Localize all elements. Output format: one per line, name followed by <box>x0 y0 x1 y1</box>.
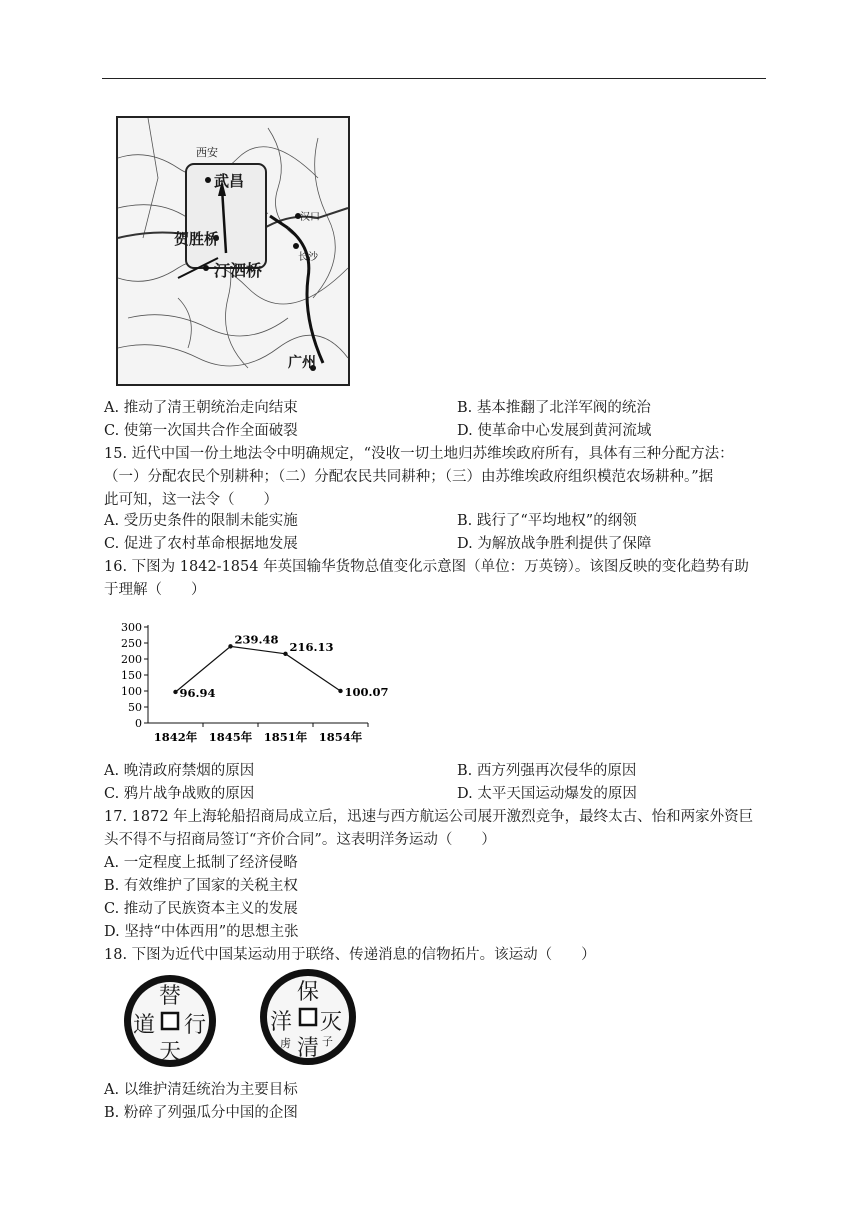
coin-rubbing-1 <box>122 973 218 1069</box>
chart-data-point <box>173 690 177 694</box>
coin-1-left-char: 道 <box>133 1013 156 1038</box>
q17-option-d[interactable]: D. 坚持“中体西用”的思想主张 <box>104 924 299 940</box>
q16-stem-line2: 于理解（ ） <box>104 582 206 598</box>
export-value-line-chart <box>112 615 389 745</box>
chart-x-tick-label: 1842年 <box>153 730 198 744</box>
northern-expedition-map <box>116 116 350 386</box>
q18-option-a[interactable]: A. 以维护清廷统治为主要目标 <box>104 1082 298 1098</box>
chart-y-tick-label: 300 <box>121 621 142 634</box>
map-label-wuchang: 武昌 <box>214 172 245 190</box>
chart-y-tick-label: 150 <box>121 669 142 682</box>
q17-stem-line1: 17. 1872 年上海轮船招商局成立后，迅速与西方航运公司展开激烈竞争，最终太古、怡和两家外资巨 <box>104 809 754 825</box>
q14-option-c[interactable]: C. 使第一次国共合作全面破裂 <box>104 423 298 439</box>
chart-x-tick-label: 1845年 <box>208 730 253 744</box>
q15-stem-line3: 此可知，这一法令（ ） <box>104 492 278 508</box>
map-label-hesheng: 贺胜桥 <box>174 230 220 248</box>
q14-option-d[interactable]: D. 使革命中心发展到黄河流域 <box>457 423 652 439</box>
q14-option-a[interactable]: A. 推动了清王朝统治走向结束 <box>104 400 298 416</box>
map-label-xian: 西安 <box>196 146 218 159</box>
chart-x-tick-label: 1854年 <box>318 730 363 744</box>
coin-2-top-char: 保 <box>297 980 320 1005</box>
map-label-hankou: 汉口 <box>300 212 320 223</box>
chart-data-label: 239.48 <box>234 632 279 647</box>
q17-option-b[interactable]: B. 有效维护了国家的关税主权 <box>104 878 298 894</box>
q18-stem: 18. 下图为近代中国某运动用于联络、传递消息的信物拓片。该运动（ ） <box>104 947 596 963</box>
coin-2-right-char: 灭 <box>320 1010 343 1035</box>
coin-2-bottom-char: 清 <box>297 1036 320 1061</box>
chart-y-tick-label: 250 <box>121 637 142 650</box>
q15-stem-line2: （一）分配农民个别耕种；（二）分配农民共同耕种；（三）由苏维埃政府组织模范农场耕种。”据 <box>104 469 714 485</box>
q15-stem-line1: 15. 近代中国一份土地法令中明确规定，“没收一切土地归苏维埃政府所有，具体有三种分配方法： <box>104 446 734 462</box>
header-rule <box>102 78 766 79</box>
coin-1-bottom-char: 天 <box>159 1040 182 1065</box>
q17-option-a[interactable]: A. 一定程度上抵制了经济侵略 <box>104 855 298 871</box>
coin-2-small-right-char: 子 <box>322 1035 333 1048</box>
coin-1-top-char: 替 <box>159 984 182 1009</box>
q14-option-b[interactable]: B. 基本推翻了北洋军阀的统治 <box>457 400 651 416</box>
q17-stem-line2: 头不得不与招商局签订“齐价合同”。这表明洋务运动（ ） <box>104 832 496 848</box>
q15-option-a[interactable]: A. 受历史条件的限制未能实施 <box>104 513 298 529</box>
q18-option-b[interactable]: B. 粉碎了列强瓜分中国的企图 <box>104 1105 298 1121</box>
q15-option-c[interactable]: C. 促进了农村革命根据地发展 <box>104 536 298 552</box>
chart-data-point <box>228 644 232 648</box>
map-label-changsha: 长沙 <box>298 252 318 263</box>
q16-stem-line1: 16. 下图为 1842-1854 年英国输华货物总值变化示意图（单位：万英镑）。该图反映的变化趋势有助 <box>104 559 749 575</box>
coin-1-right-char: 行 <box>184 1013 207 1038</box>
chart-y-tick-label: 100 <box>121 685 142 698</box>
q15-option-b[interactable]: B. 践行了“平均地权”的纲领 <box>457 513 637 529</box>
chart-y-tick-label: 50 <box>128 701 142 714</box>
q15-option-d[interactable]: D. 为解放战争胜利提供了保障 <box>457 536 652 552</box>
chart-data-label: 100.07 <box>344 684 389 699</box>
q16-option-a[interactable]: A. 晚清政府禁烟的原因 <box>104 763 255 779</box>
chart-data-label: 96.94 <box>179 685 216 700</box>
chart-data-point <box>283 652 287 656</box>
chart-y-tick-label: 0 <box>135 717 142 730</box>
q16-option-c[interactable]: C. 鸦片战争战败的原因 <box>104 786 255 802</box>
chart-data-label: 216.13 <box>289 639 334 654</box>
q17-option-c[interactable]: C. 推动了民族资本主义的发展 <box>104 901 298 917</box>
map-label-tingsi: 汀泗桥 <box>214 261 263 280</box>
coin-rubbing-2 <box>258 967 354 1063</box>
chart-x-tick-label: 1851年 <box>263 730 308 744</box>
chart-data-point <box>338 689 342 693</box>
q16-option-b[interactable]: B. 西方列强再次侵华的原因 <box>457 763 637 779</box>
coin-2-left-char: 洋 <box>270 1010 293 1035</box>
coin-2-small-left-char: 虏 <box>280 1037 291 1050</box>
map-label-guangzhou: 广州 <box>288 355 316 371</box>
chart-y-tick-label: 200 <box>121 653 142 666</box>
q16-option-d[interactable]: D. 太平天国运动爆发的原因 <box>457 786 637 802</box>
